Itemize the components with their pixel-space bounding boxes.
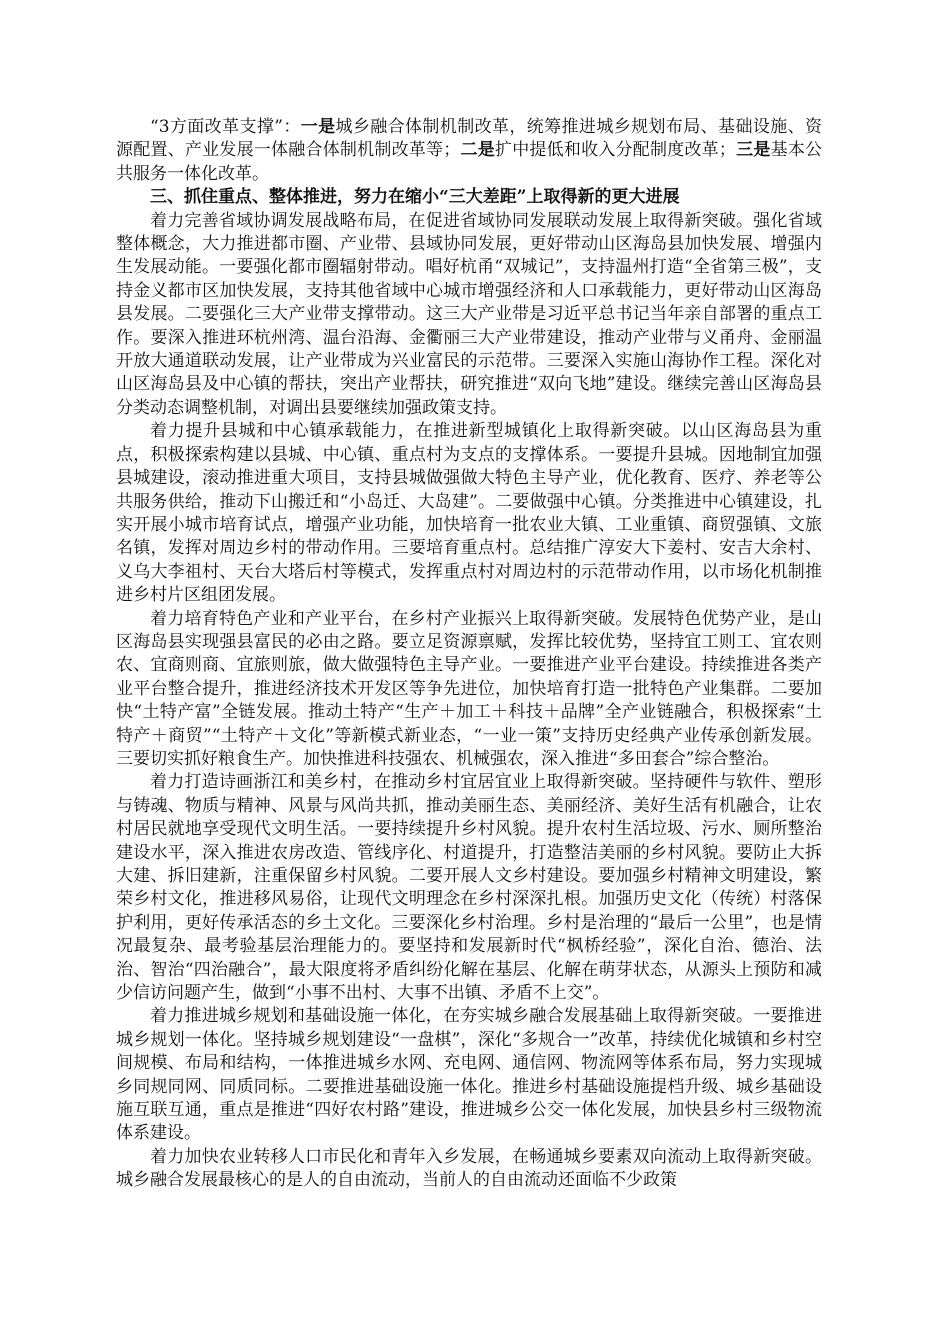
bold-text: 二是 (460, 140, 495, 161)
text-run: 着力提升县城和中心镇承载能力，在推进新型城镇化上取得新突破。以山区海岛县为重点，积极探索构建以县城、中心镇、重点村为支点的支撑体系。一要提升县城。因地制宜加强县城建设，滚动推进重大项目，支持县城做强做大特色主导产业，优化教育、医疗、养老等公共服务供给，推动下山搬迁和“小岛迁、大岛建”。二要做强中心镇。分类推进中心镇建设，扎实开展小城市培育试点，增强产业功能，加快培育一批农业大镇、工业重镇、商贸强镇、文旅名镇，发挥对周边乡村的带动作用。三要培育重点村。总结推广淳安大下姜村、安吉大余村、义乌大李祖村、天台大塔后村等模式，发挥重点村对周边村的示范带动作用，以市场化机制推进乡村片区组团发展。 (116, 421, 822, 606)
body-paragraph (116, 420, 822, 607)
text-run: 着力培育特色产业和产业平台，在乡村产业振兴上取得新突破。发展特色优势产业，是山区海岛县实现强县富民的必由之路。要立足资源禀赋，发挥比较优势，坚持宜工则工、宜农则农、宜商则商、宜旅则旅，做大做强特色主导产业。一要推进产业平台建设。持续推进各类产业平台整合提升，推进经济技术开发区等争先进位，加快培育打造一批特色产业集群。二要加快“土特产富”全链发展。推动土特产“生产＋加工＋科技＋品牌”全产业链融合，积极探索“土特产＋商贸”“土特产＋文化”等新模式新业态，“一业一策”支持历史经典产业传承创新发展。三要切实抓好粮食生产。加快推进科技强农、机械强农，深入推进“多田套合”综合整治。 (116, 608, 822, 769)
text-run: 城乡融合体制机制改革，统筹推进城乡规划布局、基础设施、资源配置、产业发展一体融合体制机制改革等； (116, 117, 822, 161)
bold-text: 三是 (735, 140, 771, 161)
section-heading (116, 186, 822, 209)
document-page (116, 116, 822, 1193)
body-paragraph (116, 608, 822, 772)
body-paragraph (116, 771, 822, 1005)
text-run: 着力完善省域协调发展战略布局，在促进省域协同发展联动发展上取得新突破。强化省域整体概念，大力推进都市圈、产业带、县域协同发展，更好带动山区海岛县加快发展、增强内生发展动能。一要强化都市圈辐射带动。唱好杭甬“双城记”，支持温州打造“全省第三极”，支持金义都市区加快发展，支持其他省域中心城市增强经济和人口承载能力，更好带动山区海岛县发展。二要强化三大产业带支撑带动。这三大产业带是习近平总书记当年亲自部署的重点工作。要深入推进环杭州湾、温台沿海、金衢丽三大产业带建设，推动产业带与义甬舟、金丽温开放大通道联动发展，让产业带成为兴业富民的示范带。三要深入实施山海协作工程。深化对山区海岛县及中心镇的帮扶，突出产业帮扶，研究推进“双向飞地”建设。继续完善山区海岛县分类动态调整机制，对调出县要继续加强政策支持。 (116, 210, 822, 418)
text-run: 着力推进城乡规划和基础设施一体化，在夯实城乡融合发展基础上取得新突破。一要推进城乡规划一体化。坚持城乡规划建设“一盘棋”，深化“多规合一”改革，持续优化城镇和乡村空间规模、布局和结构，一体推进城乡水网、充电网、通信网、物流网等体系布局，努力实现城乡同规同网、同质同标。二要推进基础设施一体化。推进乡村基础设施提档升级、城乡基础设施互联互通，重点是推进“四好农村路”建设，推进城乡公交一体化发展，加快县乡村三级物流体系建设。 (116, 1006, 822, 1144)
text-run: “3方面改革支撑”： (150, 117, 301, 137)
bold-text: 三、抓住重点、整体推进，努力在缩小“三大差距”上取得新的更大进展 (150, 187, 680, 208)
bold-text: 一是 (300, 117, 336, 137)
body-paragraph (116, 1146, 822, 1193)
text-run: 扩中提低和收入分配制度改革； (494, 140, 736, 161)
text-run: 着力打造诗画浙江和美乡村，在推动乡村宜居宜业上取得新突破。坚持硬件与软件、塑形与铸魂、物质与精神、风景与风尚共抓，推动美丽生态、美丽经济、美好生活有机融合，让农村居民就地享受现代文明生活。一要持续提升乡村风貌。提升农村生活垃圾、污水、厕所整治建设水平，深入推进农房改造、管线序化、村道提升，打造整洁美丽的乡村风貌。要防止大拆大建、拆旧建新，注重保留乡村风貌。二要开展人文乡村建设。要加强乡村精神文明建设，繁荣乡村文化，推进移风易俗，让现代文明理念在乡村深深扎根。加强历史文化（传统）村落保护利用，更好传承活态的乡土文化。三要深化乡村治理。乡村是治理的“最后一公里”，也是情况最复杂、最考验基层治理能力的。要坚持和发展新时代“枫桥经验”，深化自治、德治、法治、智治“四治融合”，最大限度将矛盾纠纷化解在基层、化解在萌芽状态，从源头上预防和减少信访问题产生，做到“小事不出村、大事不出镇、矛盾不上交”。 (116, 772, 822, 1004)
body-paragraph (116, 1005, 822, 1145)
body-paragraph (116, 210, 822, 421)
body-paragraph (116, 116, 822, 186)
text-run: 基本公共服务一体化改革。 (116, 140, 823, 184)
text-run: 着力加快农业转移人口市民化和青年入乡发展，在畅通城乡要素双向流动上取得新突破。城乡融合发展最核心的是人的自由流动，当前人的自由流动还面临不少政策 (116, 1146, 822, 1191)
